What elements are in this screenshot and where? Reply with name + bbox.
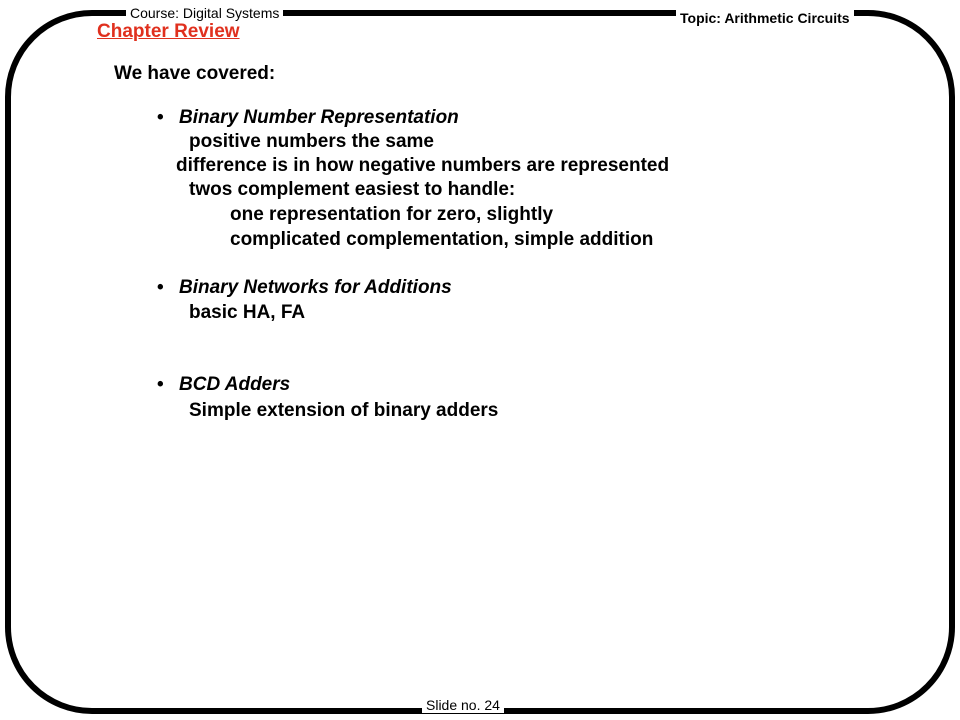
section-heading-text: Binary Number Representation xyxy=(179,107,459,128)
section-line: complicated complementation, simple addition xyxy=(230,229,654,250)
course-label: Course: Digital Systems xyxy=(126,5,283,21)
section-line: basic HA, FA xyxy=(189,302,306,323)
rounded-border xyxy=(8,13,952,711)
bullet-icon: • xyxy=(157,374,164,395)
bullet-icon: • xyxy=(157,277,164,298)
bullet-icon: • xyxy=(157,107,164,128)
section-line: twos complement easiest to handle: xyxy=(189,179,516,200)
section-heading-text: Binary Networks for Additions xyxy=(179,277,452,298)
section-heading xyxy=(157,276,452,299)
intro-text: We have covered: xyxy=(114,63,276,84)
section-heading xyxy=(157,373,290,396)
section-line: positive numbers the same xyxy=(189,131,434,152)
page-title: Chapter Review xyxy=(97,21,240,42)
section-heading xyxy=(157,106,459,129)
section-line: one representation for zero, slightly xyxy=(230,204,554,225)
section-heading-text: BCD Adders xyxy=(179,374,291,395)
topic-label: Topic: Arithmetic Circuits xyxy=(676,10,854,26)
section-line: difference is in how negative numbers are represented xyxy=(176,155,670,176)
slide-number: Slide no. 24 xyxy=(422,697,504,713)
section-line: Simple extension of binary adders xyxy=(189,400,499,421)
